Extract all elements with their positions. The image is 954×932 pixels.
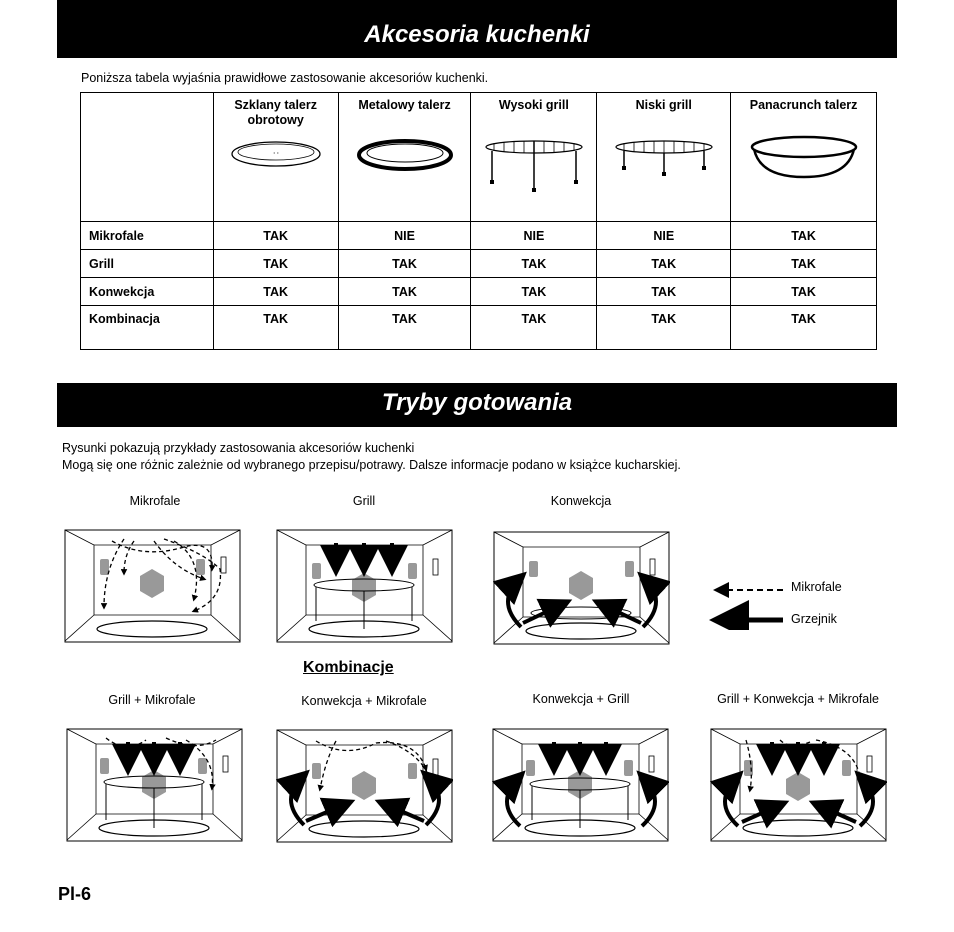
legend-microwave-label: Mikrofale [791, 580, 842, 594]
description-line: Rysunki pokazują przykłady zastosowania akcesoriów kuchenki [62, 441, 415, 455]
glass-turntable-icon [226, 136, 326, 172]
section-title-cooking-modes: Tryby gotowania [57, 383, 897, 427]
column-label: Metalowy talerz [358, 98, 451, 112]
combinations-title: Kombinacje [303, 659, 394, 676]
combo-label-convection-grill: Konwekcja + Grill [532, 692, 630, 706]
mode-label-grill: Grill [352, 494, 376, 508]
table-cell: TAK [471, 250, 597, 278]
column-header [471, 93, 597, 222]
table-cell: TAK [597, 306, 731, 350]
metal-tray-icon [355, 135, 455, 183]
mode-label-microwave: Mikrofale [129, 494, 181, 508]
table-cell: TAK [731, 250, 877, 278]
legend-arrows [709, 580, 789, 630]
table-cell: TAK [213, 306, 338, 350]
high-rack-icon [482, 139, 586, 195]
low-rack-icon [612, 139, 716, 179]
table-cell: TAK [731, 222, 877, 250]
row-mode-label: Konwekcja [81, 278, 214, 306]
column-label: Wysoki grill [498, 98, 569, 112]
table-cell: TAK [338, 250, 471, 278]
table-row [81, 222, 877, 250]
table-cell: TAK [338, 306, 471, 350]
description-line: Mogą się one różnic zależnie od wybranego przepisu/potrawy. Dalsze informacje podano w książce kucharskiej. [62, 458, 681, 472]
combo-label-grill-microwave: Grill + Mikrofale [108, 693, 196, 707]
table-cell: TAK [731, 306, 877, 350]
table-cell: TAK [338, 278, 471, 306]
oven-diagram-grill-microwave [66, 728, 243, 842]
table-cell: NIE [338, 222, 471, 250]
oven-diagram-grill-convection-microwave [710, 728, 887, 842]
oven-diagram-grill [276, 529, 453, 643]
cooking-modes-description [62, 440, 681, 474]
column-header [597, 93, 731, 222]
table-cell: TAK [471, 306, 597, 350]
accessories-table [80, 92, 877, 350]
legend-heater-label: Grzejnik [791, 612, 837, 626]
table-cell: TAK [471, 278, 597, 306]
column-header [731, 93, 877, 222]
panacrunch-pan-icon [748, 135, 860, 183]
accessories-intro: Poniższa tabela wyjaśnia prawidłowe zastosowanie akcesoriów kuchenki. [81, 71, 489, 85]
column-header [213, 93, 338, 222]
row-mode-label: Grill [81, 250, 214, 278]
table-row [81, 306, 877, 350]
column-label: Niski grill [635, 98, 692, 112]
oven-diagram-convection-grill [492, 728, 669, 842]
row-mode-label: Kombinacja [81, 306, 214, 350]
table-cell: TAK [213, 222, 338, 250]
table-header-row [81, 93, 877, 222]
table-cell: NIE [471, 222, 597, 250]
table-row [81, 278, 877, 306]
column-label: Panacrunch talerz [749, 98, 858, 112]
table-cell: NIE [597, 222, 731, 250]
table-cell: TAK [213, 278, 338, 306]
mode-label-convection: Konwekcja [550, 494, 612, 508]
row-mode-label: Mikrofale [81, 222, 214, 250]
column-label: Szklany talerz obrotowy [234, 98, 317, 127]
table-row [81, 250, 877, 278]
table-cell: TAK [731, 278, 877, 306]
oven-diagram-convection [493, 531, 670, 645]
table-corner-cell [81, 93, 214, 222]
section-title-accessories: Akcesoria kuchenki [57, 0, 897, 58]
page-number: Pl-6 [58, 884, 92, 904]
svg-text:· ·: · · [272, 151, 279, 157]
table-cell: TAK [597, 250, 731, 278]
table-cell: TAK [213, 250, 338, 278]
oven-diagram-microwave [64, 529, 241, 643]
column-header [338, 93, 471, 222]
table-cell: TAK [597, 278, 731, 306]
oven-diagram-convection-microwave [276, 729, 453, 843]
combo-label-convection-microwave: Konwekcja + Mikrofale [301, 694, 427, 708]
combo-label-all: Grill + Konwekcja + Mikrofale [717, 692, 879, 706]
